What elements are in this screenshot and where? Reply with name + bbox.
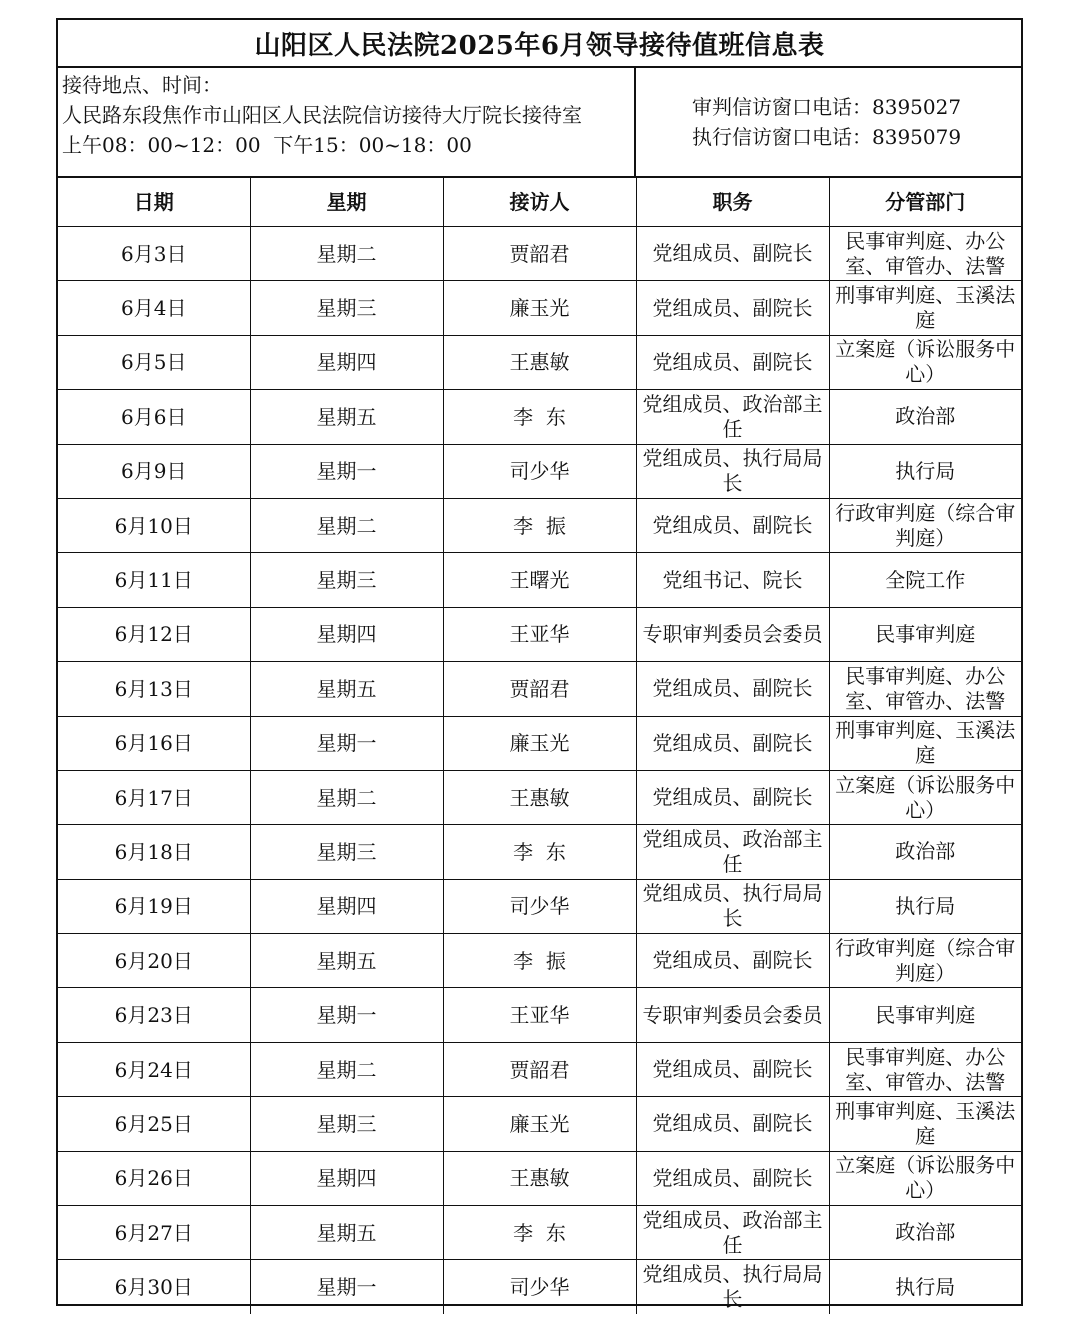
duty-table xyxy=(58,178,1021,1314)
table-row xyxy=(58,879,1021,933)
header-weekday: 星期 xyxy=(250,178,443,227)
receiver-cell: 王曙光 xyxy=(443,553,636,607)
department-cell: 民事审判庭 xyxy=(829,607,1021,661)
date-cell: 6月9日 xyxy=(58,444,250,498)
department-cell: 全院工作 xyxy=(829,553,1021,607)
header-receiver: 接访人 xyxy=(443,178,636,227)
weekday-cell: 星期五 xyxy=(250,662,443,716)
receiver-cell: 廉玉光 xyxy=(443,1097,636,1151)
department-cell: 政治部 xyxy=(829,1206,1021,1260)
table-header-row xyxy=(58,178,1021,227)
department-cell: 刑事审判庭、玉溪法庭 xyxy=(829,1097,1021,1151)
department-cell: 立案庭（诉讼服务中心） xyxy=(829,770,1021,824)
department-cell: 民事审判庭、办公室、审管办、法警 xyxy=(829,1042,1021,1096)
table-row xyxy=(58,934,1021,988)
weekday-cell: 星期五 xyxy=(250,1206,443,1260)
table-row xyxy=(58,1206,1021,1260)
department-cell: 立案庭（诉讼服务中心） xyxy=(829,1151,1021,1205)
position-cell: 党组成员、副院长 xyxy=(636,934,829,988)
date-cell: 6月19日 xyxy=(58,879,250,933)
department-cell: 民事审判庭 xyxy=(829,988,1021,1042)
department-cell: 政治部 xyxy=(829,390,1021,444)
weekday-cell: 星期一 xyxy=(250,988,443,1042)
table-row xyxy=(58,444,1021,498)
date-cell: 6月12日 xyxy=(58,607,250,661)
date-cell: 6月26日 xyxy=(58,1151,250,1205)
weekday-cell: 星期四 xyxy=(250,607,443,661)
date-cell: 6月25日 xyxy=(58,1097,250,1151)
receiver-cell: 王亚华 xyxy=(443,988,636,1042)
position-cell: 党组书记、院长 xyxy=(636,553,829,607)
department-cell: 执行局 xyxy=(829,1260,1021,1314)
receiver-cell: 司少华 xyxy=(443,1260,636,1314)
receiver-cell: 司少华 xyxy=(443,444,636,498)
table-row xyxy=(58,1151,1021,1205)
table-row xyxy=(58,988,1021,1042)
department-cell: 执行局 xyxy=(829,879,1021,933)
weekday-cell: 星期一 xyxy=(250,444,443,498)
page-title: 山阳区人民法院2025年6月领导接待值班信息表 xyxy=(58,20,1021,68)
date-cell: 6月17日 xyxy=(58,770,250,824)
table-row xyxy=(58,770,1021,824)
receiver-cell: 贾韶君 xyxy=(443,662,636,716)
date-cell: 6月27日 xyxy=(58,1206,250,1260)
date-cell: 6月20日 xyxy=(58,934,250,988)
position-cell: 专职审判委员会委员 xyxy=(636,607,829,661)
header-department: 分管部门 xyxy=(829,178,1021,227)
date-cell: 6月23日 xyxy=(58,988,250,1042)
receiver-cell: 司少华 xyxy=(443,879,636,933)
weekday-cell: 星期二 xyxy=(250,498,443,552)
department-cell: 民事审判庭、办公室、审管办、法警 xyxy=(829,662,1021,716)
position-cell: 党组成员、副院长 xyxy=(636,770,829,824)
position-cell: 党组成员、副院长 xyxy=(636,281,829,335)
position-cell: 党组成员、执行局局长 xyxy=(636,879,829,933)
receiver-cell: 王亚华 xyxy=(443,607,636,661)
position-cell: 党组成员、副院长 xyxy=(636,1042,829,1096)
department-cell: 行政审判庭（综合审判庭） xyxy=(829,498,1021,552)
date-cell: 6月13日 xyxy=(58,662,250,716)
date-cell: 6月6日 xyxy=(58,390,250,444)
date-cell: 6月3日 xyxy=(58,227,250,281)
phone-info xyxy=(636,68,1021,176)
hours-text: 上午08：00~12：00 下午15：00~18：00 xyxy=(62,133,472,157)
position-cell: 党组成员、政治部主任 xyxy=(636,390,829,444)
table-row xyxy=(58,227,1021,281)
position-cell: 党组成员、副院长 xyxy=(636,662,829,716)
table-row xyxy=(58,1260,1021,1314)
position-cell: 党组成员、副院长 xyxy=(636,716,829,770)
date-cell: 6月18日 xyxy=(58,825,250,879)
position-cell: 党组成员、执行局局长 xyxy=(636,1260,829,1314)
position-cell: 党组成员、副院长 xyxy=(636,335,829,389)
receiver-cell: 廉玉光 xyxy=(443,281,636,335)
trial-phone: 审判信访窗口电话：8395027 xyxy=(692,95,962,119)
position-cell: 党组成员、副院长 xyxy=(636,227,829,281)
table-row xyxy=(58,553,1021,607)
weekday-cell: 星期三 xyxy=(250,825,443,879)
receiver-cell: 廉玉光 xyxy=(443,716,636,770)
receiver-cell: 王惠敏 xyxy=(443,770,636,824)
weekday-cell: 星期一 xyxy=(250,1260,443,1314)
receiver-cell: 贾韶君 xyxy=(443,1042,636,1096)
date-cell: 6月4日 xyxy=(58,281,250,335)
location-text: 人民路东段焦作市山阳区人民法院信访接待大厅院长接待室 xyxy=(62,103,582,127)
header-date: 日期 xyxy=(58,178,250,227)
header-position: 职务 xyxy=(636,178,829,227)
table-row xyxy=(58,390,1021,444)
date-cell: 6月10日 xyxy=(58,498,250,552)
receiver-cell: 李 东 xyxy=(443,825,636,879)
department-cell: 政治部 xyxy=(829,825,1021,879)
table-row xyxy=(58,607,1021,661)
receiver-cell: 李 东 xyxy=(443,390,636,444)
weekday-cell: 星期四 xyxy=(250,1151,443,1205)
position-cell: 党组成员、副院长 xyxy=(636,1151,829,1205)
reception-info xyxy=(58,68,636,176)
table-row xyxy=(58,1097,1021,1151)
department-cell: 刑事审判庭、玉溪法庭 xyxy=(829,716,1021,770)
date-cell: 6月24日 xyxy=(58,1042,250,1096)
date-cell: 6月5日 xyxy=(58,335,250,389)
receiver-cell: 李 振 xyxy=(443,934,636,988)
table-row xyxy=(58,281,1021,335)
table-row xyxy=(58,498,1021,552)
date-cell: 6月16日 xyxy=(58,716,250,770)
table-row xyxy=(58,1042,1021,1096)
weekday-cell: 星期三 xyxy=(250,281,443,335)
position-cell: 专职审判委员会委员 xyxy=(636,988,829,1042)
receiver-cell: 李 东 xyxy=(443,1206,636,1260)
table-row xyxy=(58,335,1021,389)
receiver-cell: 贾韶君 xyxy=(443,227,636,281)
position-cell: 党组成员、执行局局长 xyxy=(636,444,829,498)
weekday-cell: 星期二 xyxy=(250,770,443,824)
position-cell: 党组成员、政治部主任 xyxy=(636,1206,829,1260)
duty-schedule-sheet xyxy=(56,18,1023,1312)
weekday-cell: 星期四 xyxy=(250,335,443,389)
position-cell: 党组成员、政治部主任 xyxy=(636,825,829,879)
info-section xyxy=(58,68,1021,178)
weekday-cell: 星期二 xyxy=(250,1042,443,1096)
date-cell: 6月30日 xyxy=(58,1260,250,1314)
execution-phone: 执行信访窗口电话：8395079 xyxy=(692,125,962,149)
receiver-cell: 王惠敏 xyxy=(443,1151,636,1205)
weekday-cell: 星期三 xyxy=(250,1097,443,1151)
weekday-cell: 星期二 xyxy=(250,227,443,281)
table-row xyxy=(58,716,1021,770)
position-cell: 党组成员、副院长 xyxy=(636,498,829,552)
receiver-cell: 王惠敏 xyxy=(443,335,636,389)
weekday-cell: 星期四 xyxy=(250,879,443,933)
date-cell: 6月11日 xyxy=(58,553,250,607)
weekday-cell: 星期五 xyxy=(250,934,443,988)
weekday-cell: 星期一 xyxy=(250,716,443,770)
department-cell: 民事审判庭、办公室、审管办、法警 xyxy=(829,227,1021,281)
table-row xyxy=(58,662,1021,716)
receiver-cell: 李 振 xyxy=(443,498,636,552)
department-cell: 行政审判庭（综合审判庭） xyxy=(829,934,1021,988)
location-label: 接待地点、时间： xyxy=(62,73,222,97)
department-cell: 执行局 xyxy=(829,444,1021,498)
table-body xyxy=(58,227,1021,1314)
department-cell: 刑事审判庭、玉溪法庭 xyxy=(829,281,1021,335)
position-cell: 党组成员、副院长 xyxy=(636,1097,829,1151)
department-cell: 立案庭（诉讼服务中心） xyxy=(829,335,1021,389)
table-row xyxy=(58,825,1021,879)
weekday-cell: 星期三 xyxy=(250,553,443,607)
weekday-cell: 星期五 xyxy=(250,390,443,444)
